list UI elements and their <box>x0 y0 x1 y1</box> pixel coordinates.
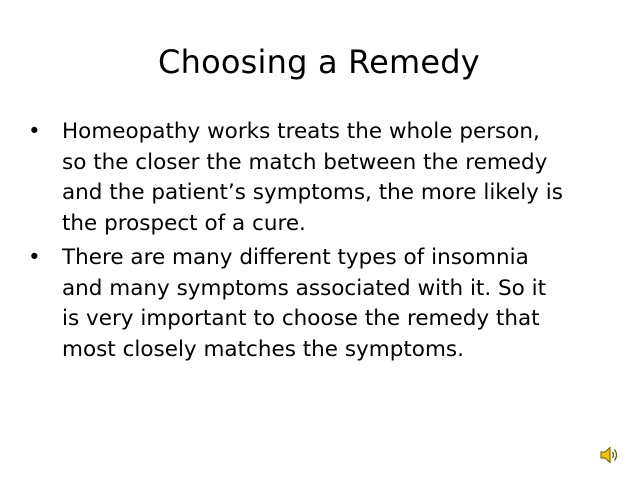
bullet-marker: • <box>28 119 41 144</box>
bullet-line: and many symptoms associated with it. So it <box>62 275 547 301</box>
sound-wave-outer <box>615 450 617 461</box>
bullet-line: There are many different types of insomnia <box>62 245 529 270</box>
bullet-list <box>28 117 608 369</box>
bullet-item <box>28 117 608 239</box>
bullet-line: is very important to choose the remedy that <box>62 306 540 331</box>
bullet-item <box>28 243 608 365</box>
bullet-line: most closely matches the symptoms. <box>62 336 464 362</box>
slide-title: Choosing a Remedy <box>158 43 480 81</box>
speaker-body <box>601 448 610 463</box>
speaker-icon[interactable] <box>600 446 620 464</box>
bullet-line: the prospect of a cure. <box>62 210 306 236</box>
bullet-marker: • <box>28 245 41 270</box>
bullet-line: and the patient’s symptoms, the more likely is <box>62 180 563 205</box>
bullet-line: Homeopathy works treats the whole person, <box>62 119 540 144</box>
bullet-line: so the closer the match between the remedy <box>62 149 548 175</box>
sound-wave-inner <box>613 452 614 458</box>
